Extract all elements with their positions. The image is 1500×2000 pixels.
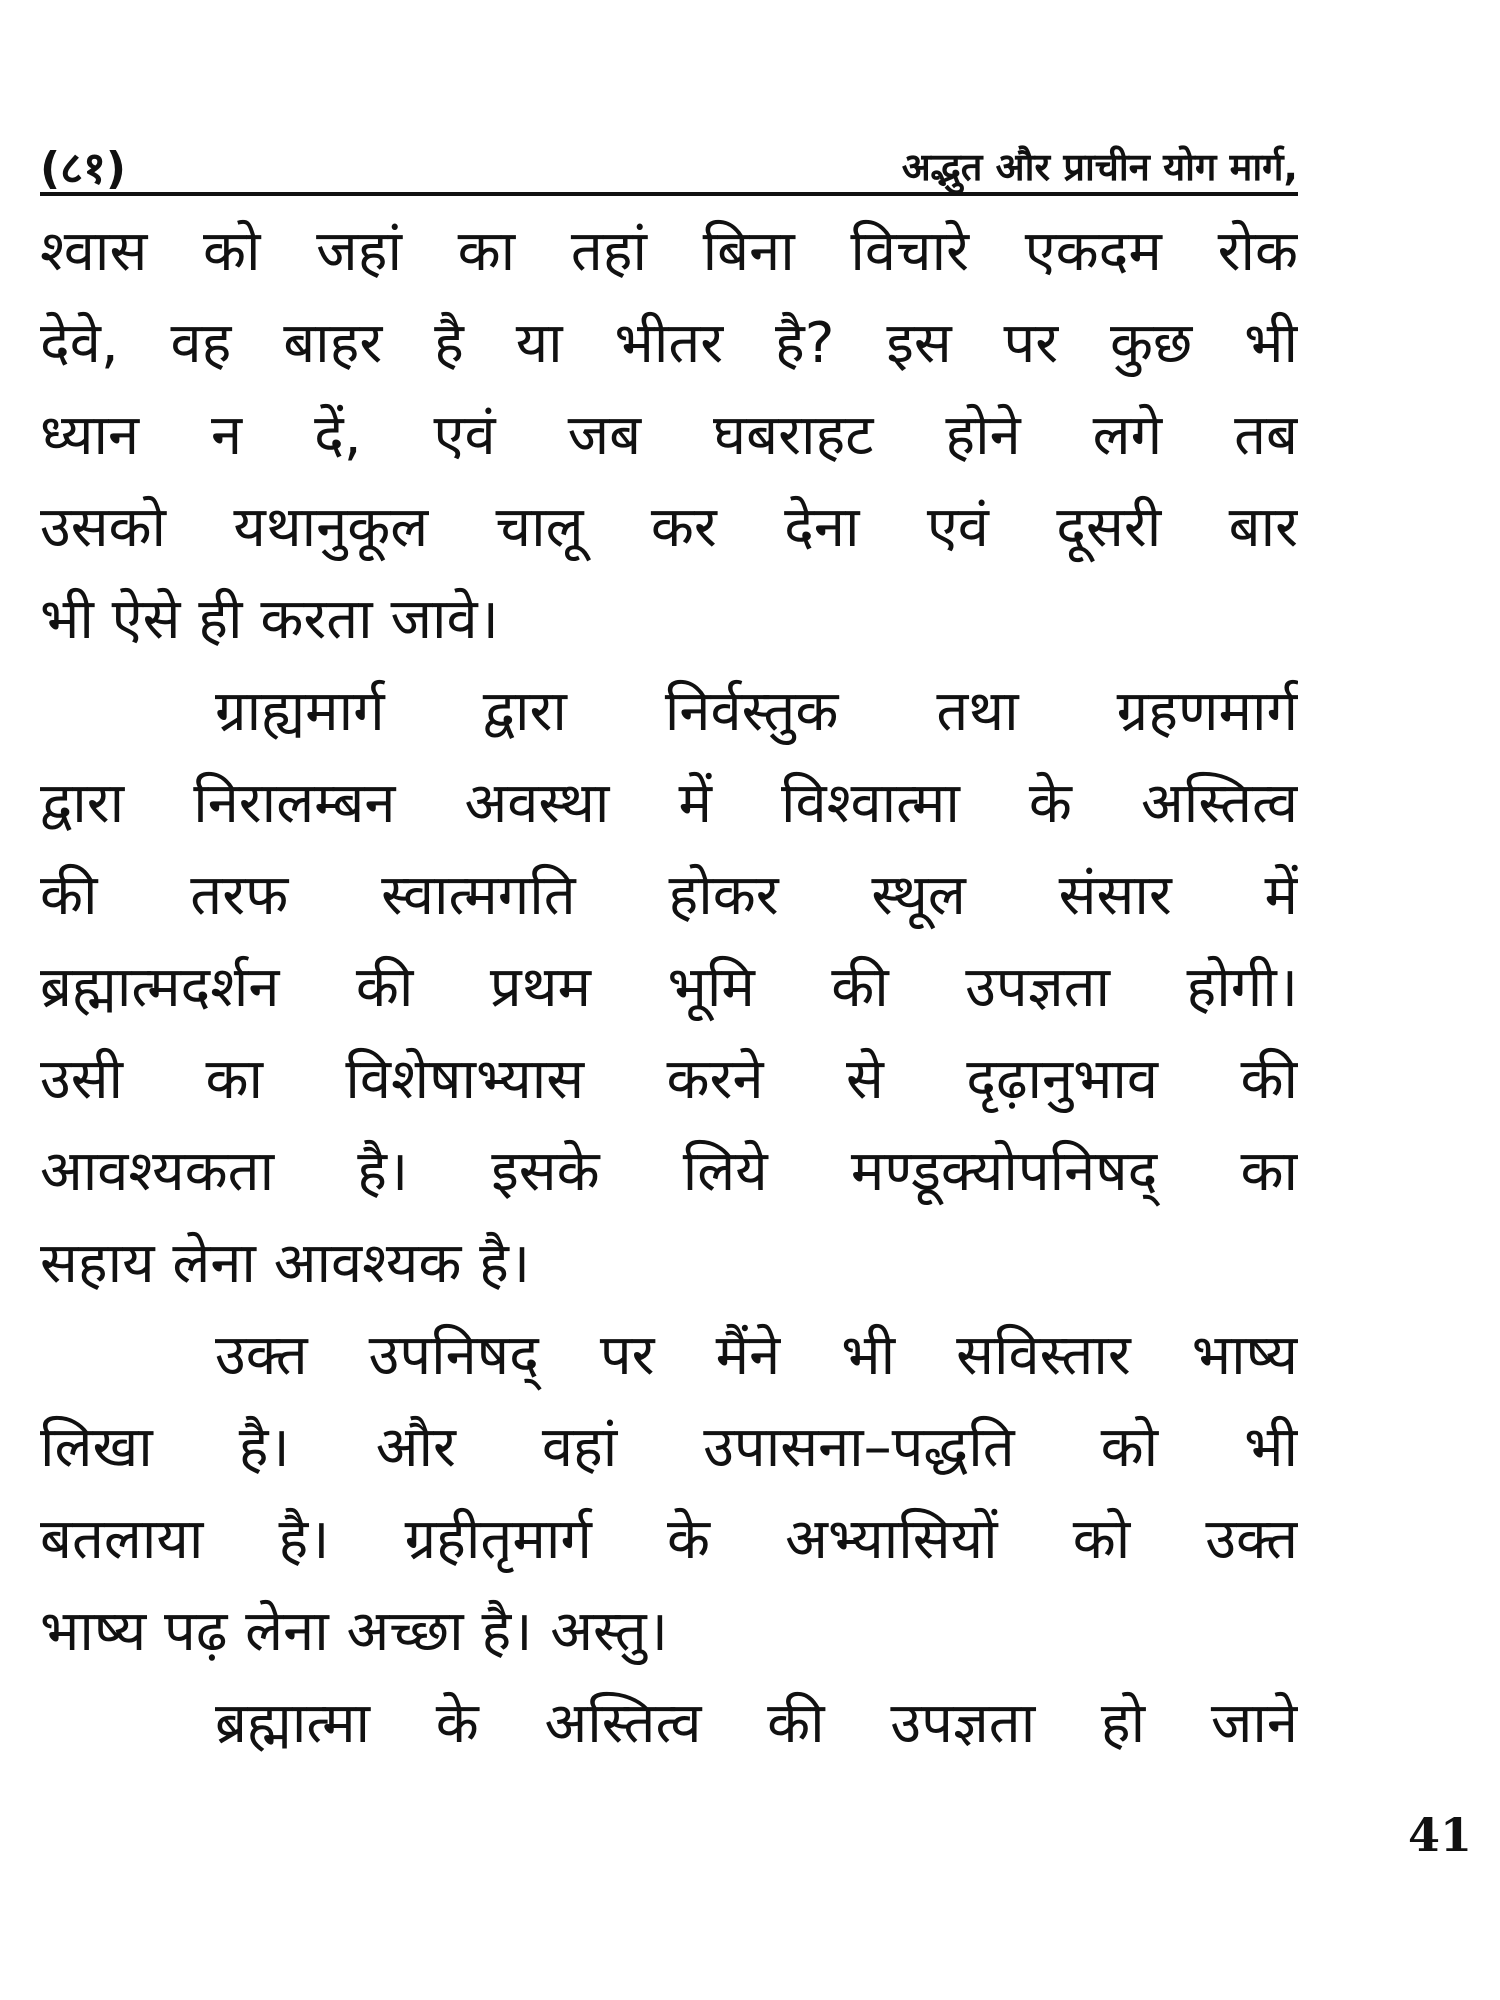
page-marker: (८१) xyxy=(40,143,126,194)
text-line: उसी का विशेषाभ्यास करने से दृढ़ानुभाव की xyxy=(40,1047,1298,1112)
paragraph-start-line: ब्रह्मात्मा के अस्तित्व की उपज्ञता हो जाने xyxy=(215,1691,1298,1756)
page-header xyxy=(40,128,1298,194)
header-rule xyxy=(40,192,1298,196)
text-line: की तरफ स्वात्मगति होकर स्थूल संसार में xyxy=(40,863,1298,928)
running-title: अद्भुत और प्राचीन योग मार्ग, xyxy=(901,145,1298,189)
text-line: ब्रह्मात्मदर्शन की प्रथम भूमि की उपज्ञता होगी। xyxy=(40,955,1298,1020)
page-number: 41 xyxy=(1408,1808,1473,1862)
text-line: ध्यान न दें, एवं जब घबराहट होने लगे तब xyxy=(40,403,1298,468)
text-line: आवश्यकता है। इसके लिये मण्डूक्योपनिषद् का xyxy=(40,1139,1298,1204)
text-line: श्वास को जहां का तहां बिना विचारे एकदम रोक xyxy=(40,219,1298,284)
text-line: लिखा है। और वहां उपासना–पद्धति को भी xyxy=(40,1415,1298,1480)
text-line: द्वारा निरालम्बन अवस्था में विश्वात्मा के अस्तित्व xyxy=(40,771,1298,836)
paragraph-start-line: ग्राह्यमार्ग द्वारा निर्वस्तुक तथा ग्रहणमार्ग xyxy=(215,679,1298,744)
text-line: उसको यथानुकूल चालू कर देना एवं दूसरी बार xyxy=(40,495,1298,560)
paragraph-start-line: उक्त उपनिषद् पर मैंने भी सविस्तार भाष्य xyxy=(215,1323,1298,1388)
text-line: बतलाया है। ग्रहीतृमार्ग के अभ्यासियों को उक्त xyxy=(40,1507,1298,1572)
text-line: देवे, वह बाहर है या भीतर है? इस पर कुछ भी xyxy=(40,311,1298,376)
text-line: भाष्य पढ़ लेना अच्छा है। अस्तु। xyxy=(40,1599,668,1664)
text-line: सहाय लेना आवश्यक है। xyxy=(40,1231,531,1296)
body-text xyxy=(40,206,1298,1770)
text-line: भी ऐसे ही करता जावे। xyxy=(40,587,499,652)
